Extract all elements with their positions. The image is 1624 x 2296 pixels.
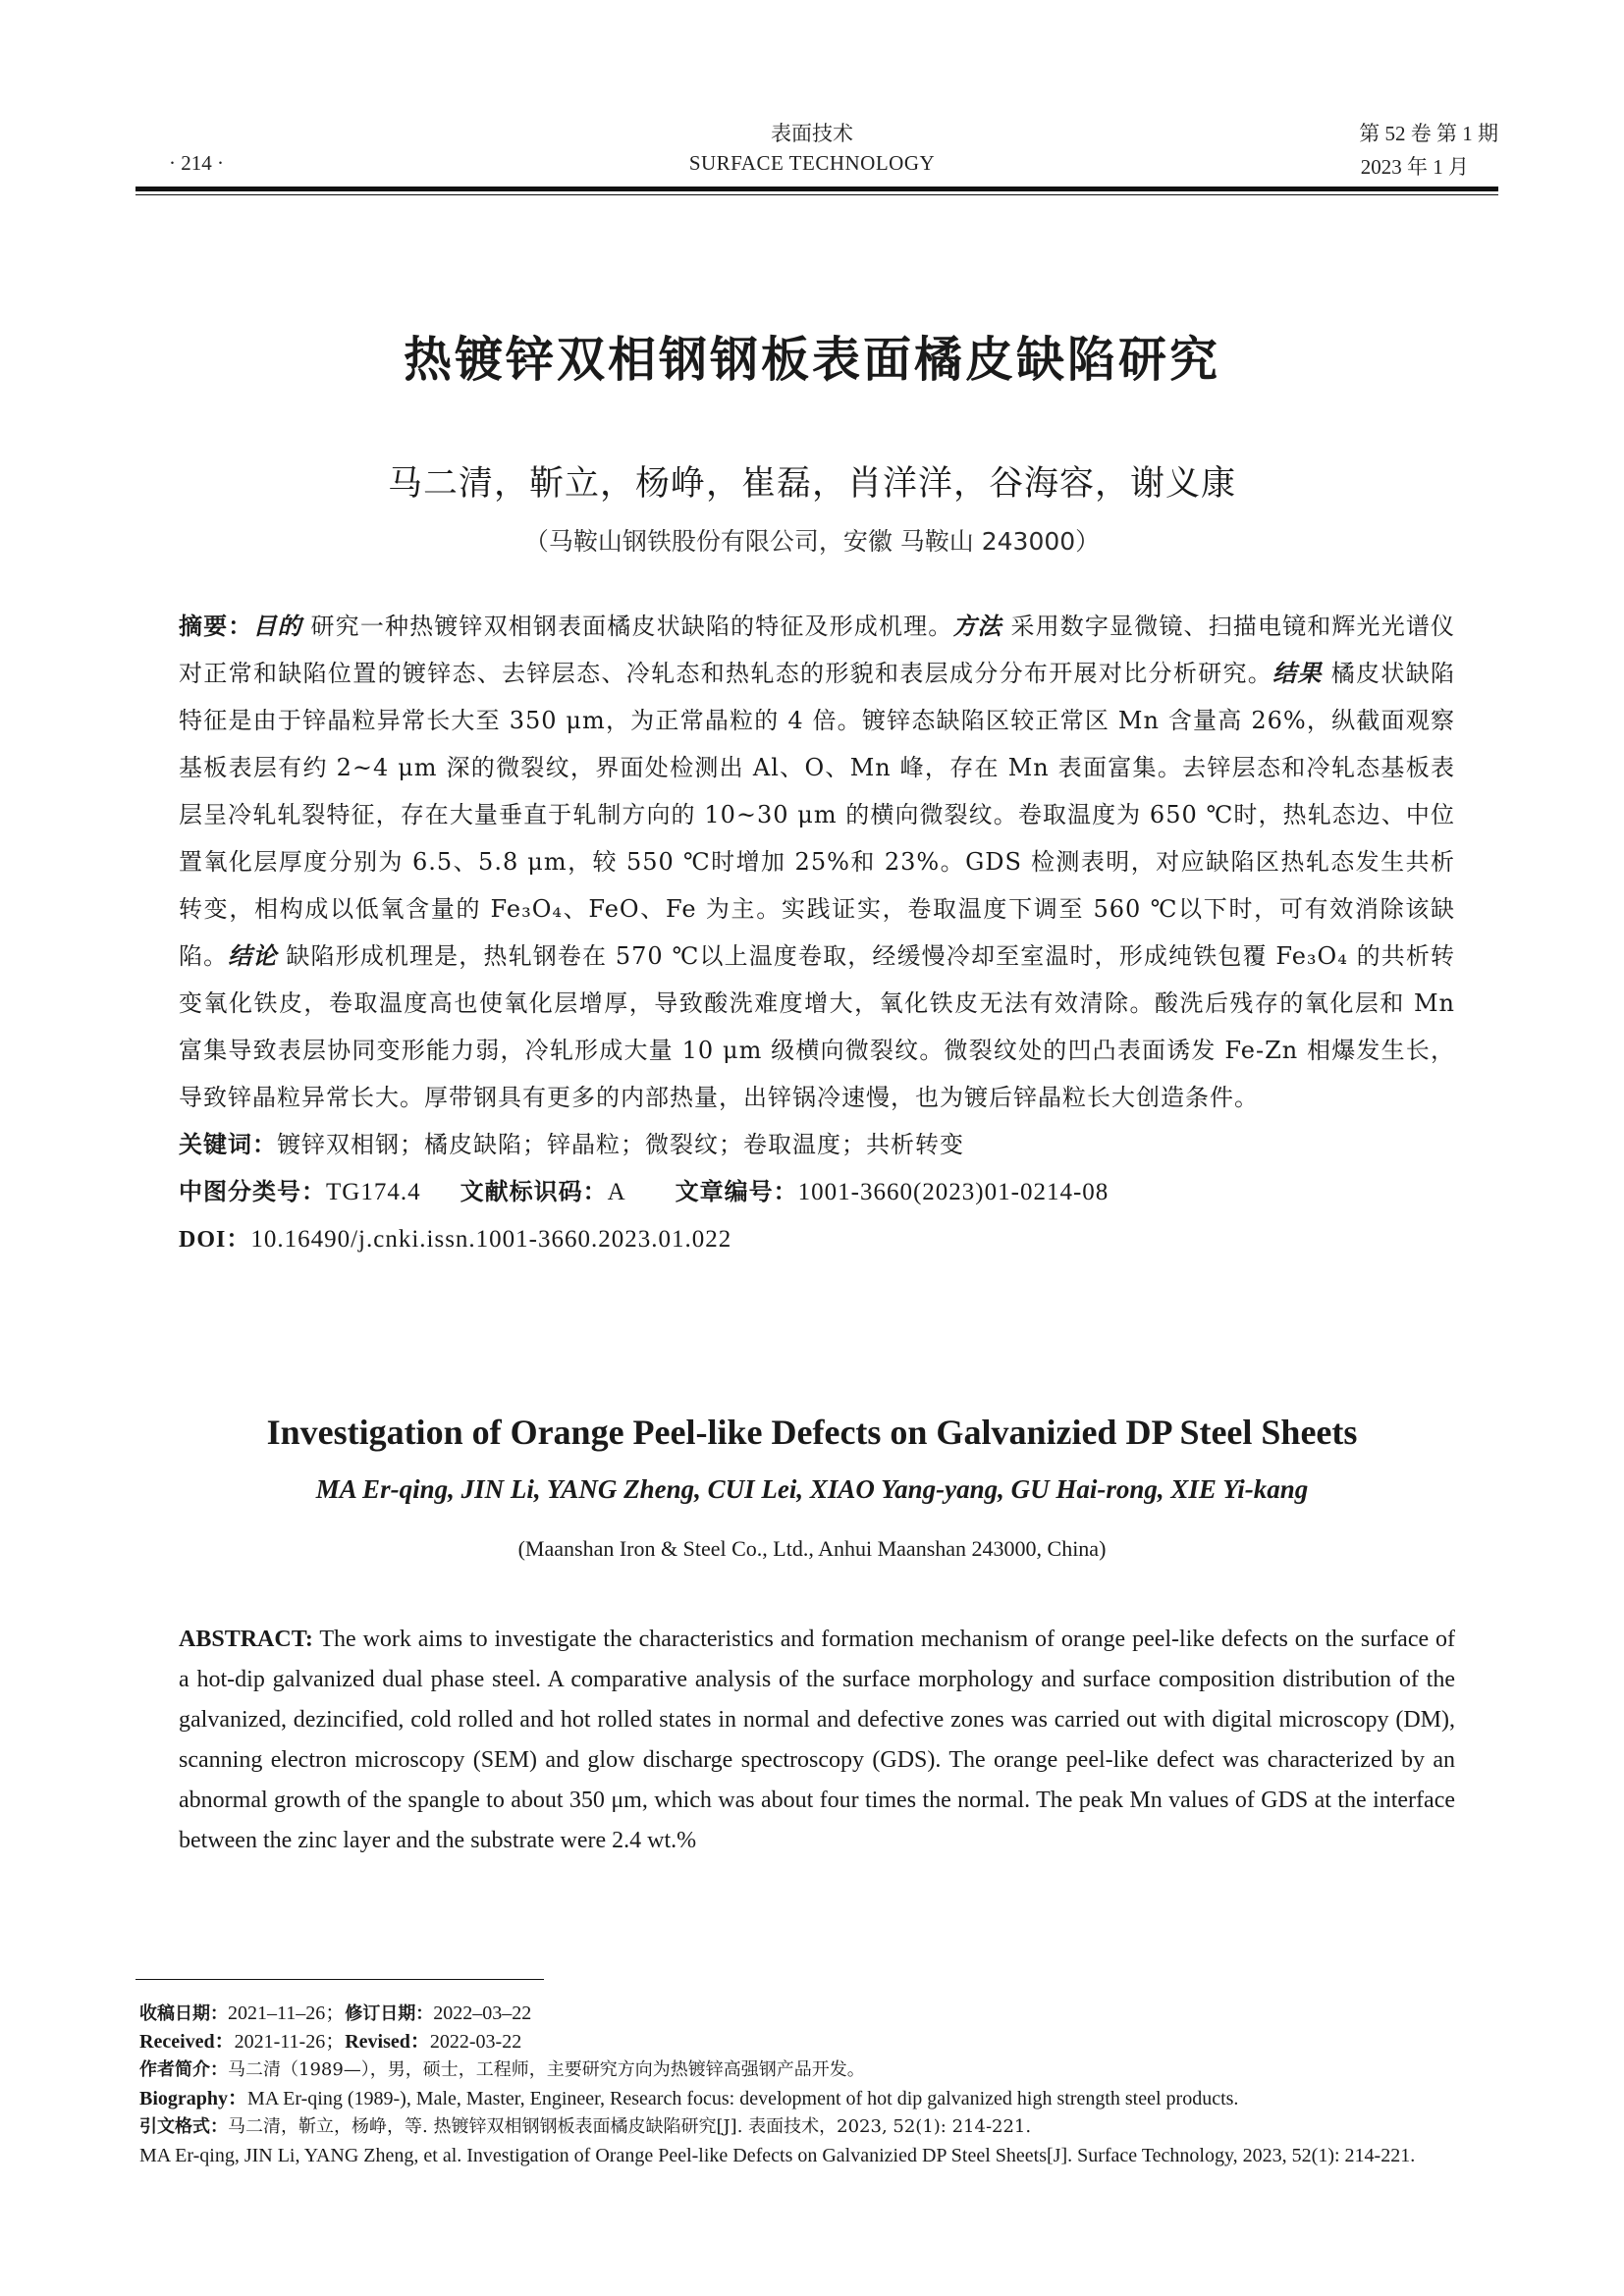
footnote-received-en [139, 2031, 1498, 2053]
doi-value: 10.16490/j.cnki.issn.1001-3660.2023.01.022 [250, 1226, 732, 1253]
received-cn-label: 收稿日期： [139, 2003, 228, 2024]
journal-title-en: SURFACE TECHNOLOGY [688, 151, 936, 175]
article-number-value: 1001-3660(2023)01-0214-08 [797, 1179, 1110, 1205]
conclusion-label: 结论 [228, 941, 278, 970]
doi-line [179, 1216, 1455, 1263]
abstract-en-text: The work aims to investigate the characteristics and formation mechanism of orange peel-like defects on the surface of a hot-dip galvanized dual phase steel. A comparative analysis of the surface morphology and surface composition distribution of the galvanized, dezincified, cold rolled and hot rolled states in normal and defective zones was carried out with digital microscopy (DM), scanning electron microscopy (SEM) and glow discharge spectroscopy (GDS). The orange peel-like defect was characterized by an abnormal growth of the spangle to about 350 μm, which was about four times the normal. The peak Mn values of GDS at the interface between the zinc layer and the substrate were 2.4 wt.% [179, 1627, 1455, 1853]
doc-code-value: A [607, 1179, 626, 1205]
article-number-label: 文章编号： [675, 1178, 798, 1205]
abstract-cn-body [179, 603, 1455, 1121]
volume-issue: 第 52 卷 第 1 期 [1359, 122, 1498, 145]
abstract-cn [179, 603, 1455, 1263]
journal-title-cn: 表面技术 [771, 122, 853, 145]
purpose-text: 研究一种热镀锌双相钢表面橘皮状缺陷的特征及形成机理。 [301, 613, 953, 640]
purpose-label: 目的 [252, 612, 302, 640]
footnote-bio-en [139, 2088, 1498, 2109]
results-text: 橘皮状缺陷特征是由于锌晶粒异常长大至 350 μm，为正常晶粒的 4 倍。镀锌态缺陷区较正常区 Mn 含量高 26%，纵截面观察基板表层有约 2~4 μm 深的微裂纹，界面处检测出 Al、O、Mn 峰，存在 Mn 表面富集。去锌层态和冷轧态基板表层呈冷轧轧裂特征，存在大量垂直于轧制方向的 10~30 μm 的横向微裂纹。卷取温度为 650 ℃时，热轧态边、中位置氧化层厚度分别为 6.5、5.8 μm，较 550 ℃时增加 25%和 23%。GDS 检测表明，对应缺陷区热轧态发生共析转变，相构成以低氧含量的 Fe₃O₄、FeO、Fe 为主。实践证实，卷取温度下调至 560 ℃以下时，可有效消除该缺陷。 [179, 660, 1456, 970]
affiliation-cn: （马鞍山钢铁股份有限公司，安徽 马鞍山 243000） [523, 527, 1101, 556]
clc-value: TG174.4 [326, 1179, 421, 1205]
cite-cn-text: 马二清，靳立，杨峥，等. 热镀锌双相钢钢板表面橘皮缺陷研究[J]. 表面技术，2023, 52(1): 214-221. [228, 2116, 1032, 2137]
doi-label: DOI： [179, 1227, 251, 1253]
abstract-en [179, 1620, 1455, 1861]
clc-label: 中图分类号： [179, 1178, 326, 1205]
method-text: 采用数字显微镜、扫描电镜和辉光光谱仪对正常和缺陷位置的镀锌态、去锌层态、冷轧态和热轧态的形貌和表层成分分布开展对比分析研究。 [179, 613, 1455, 687]
paper-title-en: Investigation of Orange Peel-like Defects on Galvanizied DP Steel Sheets [266, 1413, 1358, 1452]
keywords-label: 关键词： [179, 1131, 277, 1158]
page-number: · 214 · [169, 151, 224, 175]
received-en-value: 2021-11-26； [234, 2031, 346, 2053]
header-rule-thin [135, 194, 1498, 195]
revised-cn-label: 修订日期： [345, 2003, 434, 2024]
abstract-cn-label: 摘要： [179, 613, 253, 640]
received-cn-value: 2021–11–26； [228, 2002, 346, 2024]
revised-en-value: 2022-03-22 [429, 2031, 522, 2053]
received-en-label: Received： [139, 2031, 235, 2053]
bio-en-label: Biography： [139, 2088, 248, 2109]
abstract-en-label: ABSTRACT: [179, 1627, 313, 1652]
cite-cn-label: 引文格式： [139, 2116, 228, 2137]
classification-line [179, 1168, 1455, 1216]
paper-title-cn: 热镀锌双相钢钢板表面橘皮缺陷研究 [403, 332, 1220, 388]
bio-en-text: MA Er-qing (1989-), Male, Master, Engineer, Research focus: development of hot dip galvanized high strength steel products. [247, 2088, 1239, 2109]
doc-code-label: 文献标识码： [460, 1178, 608, 1205]
revised-en-label: Revised： [345, 2031, 430, 2053]
footnote-cite-cn [139, 2116, 1498, 2138]
results-label: 结果 [1272, 659, 1323, 687]
bio-cn-label: 作者简介： [139, 2059, 228, 2080]
affiliation-en: (Maanshan Iron & Steel Co., Ltd., Anhui Maanshan 243000, China) [517, 1536, 1107, 1561]
header-rule [135, 187, 1498, 191]
keywords-text: 镀锌双相钢；橘皮缺陷；锌晶粒；微裂纹；卷取温度；共析转变 [277, 1131, 964, 1158]
footnote-cite-en: MA Er-qing, JIN Li, YANG Zheng, et al. Investigation of Orange Peel-like Defects on Galvanizied DP Steel Sheets[J]. Surface Technology, 2023, 52(1): 214-221. [139, 2145, 1416, 2166]
authors-en: MA Er-qing, JIN Li, YANG Zheng, CUI Lei, XIAO Yang-yang, GU Hai-rong, XIE Yi-kang [315, 1474, 1309, 1504]
footnote-received-cn [139, 2002, 1498, 2025]
issue-date: 2023 年 1 月 [1360, 155, 1469, 179]
conclusion-text: 缺陷形成机理是，热轧钢卷在 570 ℃以上温度卷取，经缓慢冷却至室温时，形成纯铁包覆 Fe₃O₄ 的共析转变氧化铁皮，卷取温度高也使氧化层增厚，导致酸洗难度增大，氧化铁皮无法有效清除。酸洗后残存的氧化层和 Mn 富集导致表层协同变形能力弱，冷轧形成大量 10 μm 级横向微裂纹。微裂纹处的凹凸表面诱发 Fe-Zn 相爆发生长，导致锌晶粒异常长大。厚带钢具有更多的内部热量，出锌锅冷速慢，也为镀后锌晶粒长大创造条件。 [179, 942, 1456, 1111]
footnote-rule [135, 1979, 544, 1980]
revised-cn-value: 2022–03–22 [433, 2002, 532, 2024]
footnote-bio-cn [139, 2059, 1498, 2081]
authors-cn: 马二清，靳立，杨峥，崔磊，肖洋洋，谷海容，谢义康 [387, 464, 1236, 504]
bio-cn-text: 马二清（1989—），男，硕士，工程师，主要研究方向为热镀锌高强钢产品开发。 [228, 2059, 865, 2080]
method-label: 方法 [952, 612, 1002, 640]
keywords-line [179, 1121, 1455, 1168]
